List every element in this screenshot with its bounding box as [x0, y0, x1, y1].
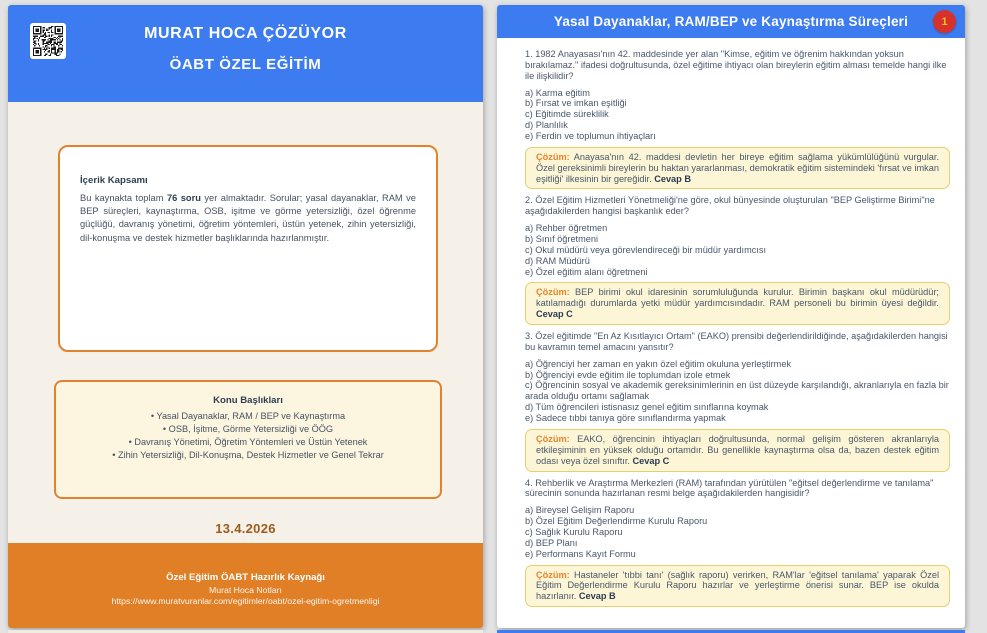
answer-option: e) Ferdin ve toplumun ihtiyaçları — [525, 131, 656, 142]
solution-text: EAKO, öğrencinin ihtiyaçları doğrultusunda, normal gelişim gösteren akranlarıyla etkileşiminin en yüksek olduğu ortamdır. Bu genellikle kaynaştırma olsa da, bazen destek eğitim odası veya özel sınıftır. — [536, 433, 939, 466]
solution-answer: Cevap B — [578, 591, 616, 602]
solution-answer: Cevap B — [654, 173, 691, 184]
answer-option: d) Planlılık — [525, 120, 568, 131]
topic-item: • Davranış Yönetimi, Öğretim Yöntemleri ve Üstün Yetenek — [128, 436, 368, 447]
question-text: 3. Özel eğitimde "En Az Kısıtlayıcı Ortam" (EAKO) prensibi değerlendirildiğinde, aşağıdakilerden hangisi bu kavramın temel amacını yansıtır? — [525, 331, 948, 352]
questions-container — [497, 38, 965, 607]
content-scope-paragraph — [80, 192, 416, 245]
cover-date: 13.4.2026 — [215, 521, 276, 536]
question-block — [525, 478, 950, 608]
solution-text: Hastaneler 'tıbbi tanı' (sağlık raporu) verirken, RAM'lar 'eğitsel tanılama' yaparak Özel Eğitim Değerlendirme Kurulu Raporu hazırlar ve yerleştirme önerisi sunar. BEP ise okulda hazırlanır. — [536, 569, 939, 602]
quiz-page — [497, 5, 965, 628]
question-text: 1. 1982 Anayasası'nın 42. maddesinde yer alan "Kimse, eğitim ve öğrenim hakkından yoksun bırakılamaz." ifadesi doğrultusunda, özel eğitime ihtiyacı olan bireylerin eğitim alması temelde hangi ilke ile ilişkilidir? — [525, 49, 947, 81]
footer-author: Murat Hoca Notları — [209, 585, 282, 595]
quiz-header — [497, 5, 965, 38]
solution-label: Çözüm: — [536, 287, 570, 298]
content-scope-box — [58, 145, 438, 352]
question-text: 2. Özel Eğitim Hizmetleri Yönetmeliği'ne göre, okul bünyesinde oluşturulan "BEP Geliştirme Birimi"ne aşağıdakilerden hangisi başkanlık eder? — [525, 195, 935, 217]
topics-list — [68, 410, 428, 462]
answer-option: e) Performans Kayıt Formu — [525, 548, 636, 559]
answer-option: c) Öğrencinin sosyal ve akademik gereksinimlerinin en üst düzeyde karşılandığı, akranlarıyla en fazla bir arada olduğu ortamı sağlamak — [525, 380, 949, 402]
answer-option: c) Sağlık Kurulu Raporu — [525, 526, 623, 537]
question-count: 76 soru — [166, 193, 201, 203]
topic-item: • Zihin Yetersizliği, Dil-Konuşma, Destek Hizmetler ve Genel Tekrar — [112, 449, 384, 460]
answer-option: d) BEP Planı — [525, 537, 578, 548]
cover-title-line2: ÖABT ÖZEL EĞİTİM — [169, 56, 322, 73]
question-block — [525, 195, 950, 325]
footer-url: https://www.muratvuranlar.com/egitimler/oabt/ozel-egitim-ogretmenligi — [111, 596, 380, 606]
question-text: 4. Rehberlik ve Araştırma Merkezleri (RAM) tarafından yürütülen "eğitsel değerlendirme ve tanılama" sürecinin sonunda hazırlanan resmi belge aşağıdakilerden hangisidir? — [525, 477, 934, 499]
solution-answer: Cevap C — [632, 455, 670, 466]
paragraph-suffix: yer almaktadır. Sorular; yasal dayanaklar, RAM ve BEP süreçleri, kaynaştırma, OSB, işitme ve görme yetersizliği, özel öğrenme güçlüğü, davranış yönetimi, öğretim yöntemleri, üstün yetenek, zihin yetersizliği, dil-konuşma ve destek hizmetler başlıklarında hazırlanmıştır. — [80, 193, 416, 243]
answer-option: a) Karma eğitim — [525, 87, 590, 98]
footer-source-title: Özel Eğitim ÖABT Hazırlık Kaynağı — [166, 572, 325, 583]
solution-text: BEP birimi okul idaresinin sorumluluğunda kurulur. Birimin başkanı okul müdürüdür; katılamadığı durumlarda yetki müdür yardımcısındadır. RAM personeli bu birimin üyesi değildir. — [536, 287, 939, 309]
paragraph-prefix: Bu kaynakta toplam — [80, 193, 167, 203]
solution-box — [525, 565, 950, 608]
answer-option: c) Eğitimde süreklilik — [525, 109, 609, 120]
topics-heading: Konu Başlıkları — [213, 395, 283, 406]
cover-title — [8, 5, 483, 73]
answer-option: d) Tüm öğrencileri istisnasız genel eğitim sınıflarına koymak — [525, 402, 769, 413]
content-scope-heading: İçerik Kapsamı — [80, 175, 148, 186]
solution-answer: Cevap C — [536, 309, 573, 320]
answer-option: a) Bireysel Gelişim Raporu — [525, 505, 635, 516]
answer-option: e) Sadece tıbbi tanıya göre sınıflandırma yapmak — [525, 413, 726, 424]
answer-option: a) Öğrenciyi her zaman en yakın özel eğitim okuluna yerleştirmek — [525, 358, 792, 369]
answer-option: d) RAM Müdürü — [525, 255, 590, 266]
page-number-badge: 1 — [933, 10, 956, 33]
answer-option: b) Sınıf öğretmeni — [525, 234, 599, 245]
answer-option: b) Fırsat ve imkan eşitliği — [525, 98, 627, 109]
cover-title-line1: MURAT HOCA ÇÖZÜYOR — [144, 25, 347, 42]
topics-box — [54, 380, 442, 499]
quiz-title: Yasal Dayanaklar, RAM/BEP ve Kaynaştırma Süreçleri — [553, 14, 909, 29]
solution-text: Anayasa'nın 42. maddesi devletin her bireye eğitim sağlama yükümlülüğünü vurgular. Özel gereksinimli bireylerin bu haktan yararlanması, demokratik eğitim sistemindeki 'fırsat ve imkan eşitliği' ilkesinin bir gereğidir. — [536, 151, 939, 184]
solution-box — [525, 429, 950, 472]
answer-option: a) Rehber öğretmen — [525, 223, 608, 234]
solution-box — [525, 147, 950, 190]
question-block — [525, 49, 950, 189]
question-options — [525, 223, 950, 277]
solution-label: Çözüm: — [536, 433, 570, 444]
question-options — [525, 88, 950, 142]
cover-header — [8, 5, 483, 102]
solution-label: Çözüm: — [536, 151, 570, 162]
topic-item: • Yasal Dayanaklar, RAM / BEP ve Kaynaştırma — [150, 411, 346, 421]
cover-footer — [8, 543, 483, 628]
qr-code-icon — [30, 23, 66, 59]
answer-option: c) Okul müdürü veya görevlendireceği bir müdür yardımcısı — [525, 244, 767, 255]
cover-page — [8, 5, 483, 628]
question-options — [525, 359, 950, 424]
solution-label: Çözüm: — [536, 569, 570, 580]
answer-option: b) Öğrenciyi evde eğitim ile toplumdan izole etmek — [525, 369, 731, 380]
topic-item: • OSB, İşitme, Görme Yetersizliği ve ÖÖG — [162, 423, 334, 434]
answer-option: e) Özel eğitim alanı öğretmeni — [525, 266, 648, 277]
question-block — [525, 331, 950, 471]
question-options — [525, 505, 950, 559]
solution-box — [525, 282, 950, 325]
answer-option: b) Özel Eğitim Değerlendirme Kurulu Raporu — [525, 516, 708, 527]
